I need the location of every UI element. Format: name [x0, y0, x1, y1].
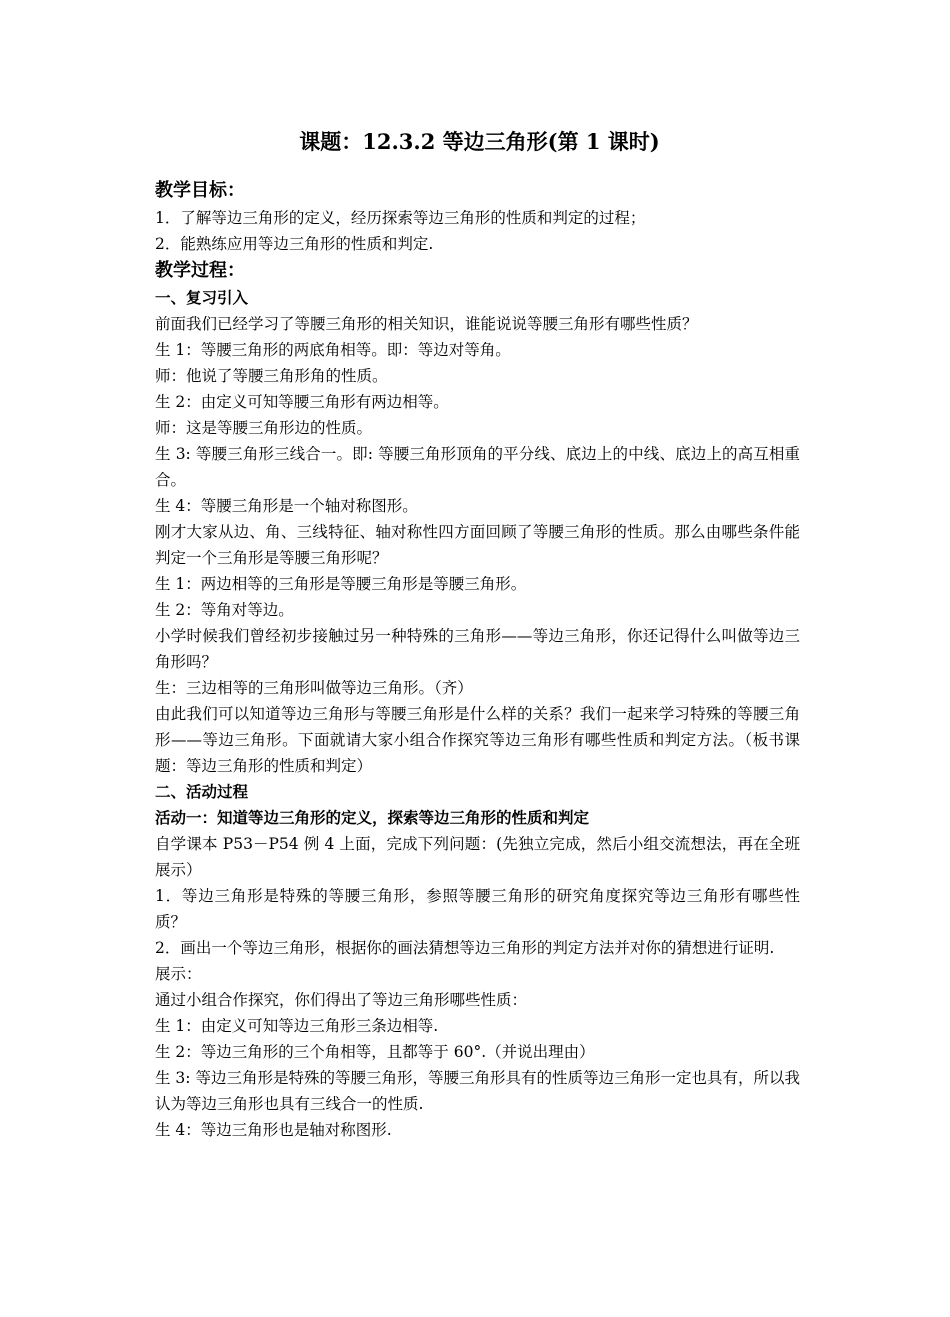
- paragraph: 通过小组合作探究，你们得出了等边三角形哪些性质：: [155, 991, 528, 1009]
- paragraph: 生 1：等腰三角形的两底角相等。即：等边对等角。: [155, 341, 511, 359]
- paragraph: 生 4：等腰三角形是一个轴对称图形。: [155, 497, 418, 515]
- paragraph: 前面我们已经学习了等腰三角形的相关知识，谁能说说等腰三角形有哪些性质？: [155, 315, 698, 333]
- activity1-heading: 活动一：知道等边三角形的定义，探索等边三角形的性质和判定: [155, 808, 590, 827]
- paragraph: 展示：: [155, 965, 202, 983]
- paragraph: 生 1：两边相等的三角形是等腰三角形是等腰三角形。: [155, 575, 527, 593]
- paragraph: 2．画出一个等边三角形，根据你的画法猜想等边三角形的判定方法并对你的猜想进行证明.: [155, 939, 775, 957]
- process-heading: 教学过程：: [155, 260, 245, 281]
- paragraph: 刚才大家从边、角、三线特征、轴对称性四方面回顾了等腰三角形的性质。那么由哪些条件能判定一个三角形是等腰三角形呢？: [155, 523, 800, 567]
- paragraph: 生 3: 等腰三角形三线合一。即: 等腰三角形顶角的平分线、底边上的中线、底边上的高互相重合。: [155, 445, 800, 489]
- paragraph: 自学课本 P53－P54 例 4 上面，完成下列问题：(先独立完成，然后小组交流想法，再在全班展示）: [155, 835, 800, 879]
- lesson-title: 课题：12.3.2 等边三角形(第 1 课时): [299, 129, 660, 154]
- paragraph: 师：他说了等腰三角形角的性质。: [155, 367, 388, 385]
- paragraph: 生 2：等角对等边。: [155, 601, 294, 619]
- paragraph: 生 2：等边三角形的三个角相等，且都等于 60°.（并说出理由）: [155, 1043, 595, 1061]
- paragraph: 由此我们可以知道等边三角形与等腰三角形是什么样的关系？我们一起来学习特殊的等腰三角形——等边三角形。下面就请大家小组合作探究等边三角形有哪些性质和判定方法。（板书课题：等边三角形的性质和判定）: [155, 705, 800, 775]
- paragraph: 生：三边相等的三角形叫做等边三角形。（齐）: [155, 679, 473, 697]
- paragraph: 生 3: 等边三角形是特殊的等腰三角形，等腰三角形具有的性质等边三角形一定也具有，所以我认为等边三角形也具有三线合一的性质.: [155, 1069, 800, 1113]
- document-page: [155, 124, 800, 1143]
- goal-item: 1．了解等边三角形的定义，经历探索等边三角形的性质和判定的过程；: [155, 209, 646, 227]
- paragraph: 生 4：等边三角形也是轴对称图形.: [155, 1121, 392, 1139]
- goal-item: 2．能熟练应用等边三角形的性质和判定.: [155, 235, 434, 253]
- section1-heading: 一、复习引入: [155, 288, 249, 307]
- paragraph: 师：这是等腰三角形边的性质。: [155, 419, 373, 437]
- goals-heading: 教学目标：: [155, 180, 245, 201]
- paragraph: 生 1：由定义可知等边三角形三条边相等.: [155, 1017, 439, 1035]
- section2-heading: 二、活动过程: [155, 782, 249, 801]
- paragraph: 生 2：由定义可知等腰三角形有两边相等。: [155, 393, 449, 411]
- paragraph: 小学时候我们曾经初步接触过另一种特殊的三角形——等边三角形，你还记得什么叫做等边三角形吗？: [155, 627, 800, 671]
- paragraph: 1．等边三角形是特殊的等腰三角形，参照等腰三角形的研究角度探究等边三角形有哪些性质？: [155, 887, 800, 931]
